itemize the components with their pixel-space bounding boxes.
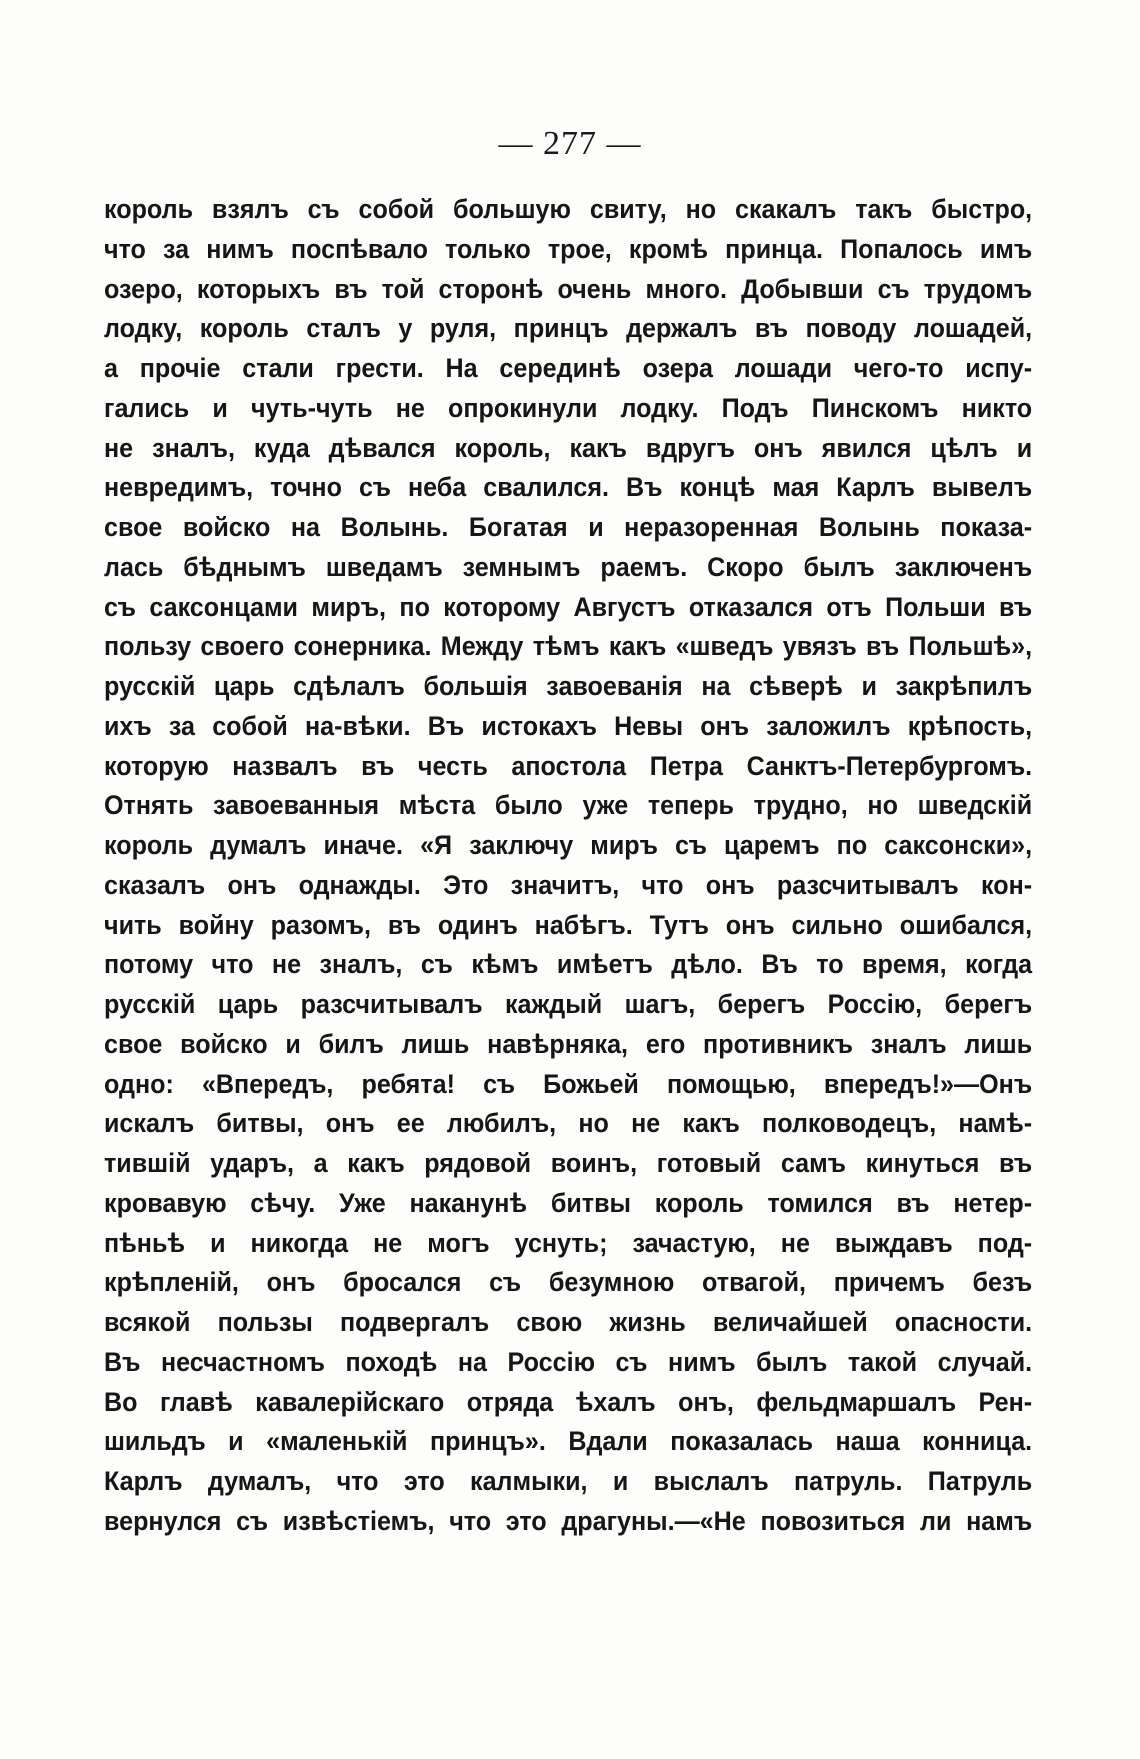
text-line: вернулся съ извѣстіемъ, что это драгуны.—«Не повозиться ли намъ (104, 1505, 1033, 1536)
text-line: шильдъ и «маленькій принцъ». Вдали показалась наша конница. (104, 1426, 1033, 1457)
text-line: ихъ за собой на-вѣки. Въ истокахъ Невы онъ заложилъ крѣпость, (104, 710, 1033, 741)
text-line: крѣпленій, онъ бросался съ безумною отвагой, причемъ безъ (104, 1267, 1033, 1298)
text-line: искалъ битвы, онъ ее любилъ, но не какъ полководецъ, намѣ- (104, 1108, 1033, 1139)
text-line: сказалъ онъ однажды. Это значитъ, что онъ разсчитывалъ кон- (104, 869, 1033, 900)
text-line: свое войско и билъ лишь навѣрняка, его противникъ зналъ лишь (104, 1028, 1033, 1059)
text-line: чить войну разомъ, въ одинъ набѣгъ. Тутъ онъ сильно ошибался, (104, 909, 1033, 940)
text-line: пѣньѣ и никогда не могъ уснуть; зачастую, не выждавъ под- (104, 1227, 1033, 1258)
text-line: не зналъ, куда дѣвался король, какъ вдругъ онъ явился цѣлъ и (104, 432, 1033, 463)
text-line: король думалъ иначе. «Я заключу миръ съ царемъ по саксонски», (104, 830, 1033, 860)
text-line: одно: «Впередъ, ребята! съ Божьей помощью, впередъ!»—Онъ (104, 1068, 1033, 1099)
text-line: невредимъ, точно съ неба свалился. Въ концѣ мая Карлъ вывелъ (104, 472, 1033, 503)
text-line: озеро, которыхъ въ той сторонѣ очень много. Добывши съ трудомъ (104, 273, 1033, 304)
text-line: король взялъ съ собой большую свиту, но скакалъ такъ быстро, (104, 194, 1033, 224)
text-line: что за нимъ поспѣвало только трое, кромѣ принца. Попалось имъ (104, 233, 1033, 264)
text-line: русскій царь сдѣлалъ большія завоеванія на сѣверѣ и закрѣпилъ (104, 671, 1033, 701)
text-line: лась бѣднымъ шведамъ земнымъ раемъ. Скоро былъ заключенъ (104, 551, 1033, 582)
text-line: Во главѣ кавалерійскаго отряда ѣхалъ онъ, фельдмаршалъ Рен- (104, 1386, 1033, 1417)
text-line: а прочіе стали грести. На серединѣ озера лошади чего-то испу- (104, 353, 1033, 383)
text-line: съ саксонцами миръ, по которому Августъ отказался отъ Польши въ (104, 591, 1033, 622)
body-text (104, 190, 1032, 1542)
text-line: свое войско на Волынь. Богатая и неразоренная Волынь показа- (104, 512, 1033, 542)
text-line: пользу своего сонерника. Между тѣмъ какъ «шведъ увязъ въ Польшѣ», (104, 631, 1033, 662)
text-line: тившій ударъ, а какъ рядовой воинъ, готовый самъ кинуться въ (104, 1148, 1033, 1178)
text-line: кровавую сѣчу. Уже наканунѣ битвы король томился въ нетер- (104, 1187, 1033, 1218)
text-line: всякой пользы подвергалъ свою жизнь величайшей опасности. (104, 1307, 1033, 1337)
text-line: русскій царь разсчитывалъ каждый шагъ, берегъ Россію, берегъ (104, 989, 1033, 1019)
text-line: Карлъ думалъ, что это калмыки, и выслалъ патруль. Патруль (104, 1466, 1033, 1496)
text-line: Въ несчастномъ походѣ на Россію съ нимъ былъ такой случай. (104, 1346, 1033, 1377)
text-line: которую назвалъ въ честь апостола Петра Санктъ-Петербургомъ. (104, 750, 1033, 781)
text-line: гались и чуть-чуть не опрокинули лодку. Подъ Пинскомъ никто (104, 392, 1033, 423)
text-line: потому что не зналъ, съ кѣмъ имѣетъ дѣло. Въ то время, когда (104, 949, 1033, 980)
page-number: — 277 — (498, 125, 642, 162)
text-line: лодку, король сталъ у руля, принцъ держалъ въ поводу лошадей, (104, 313, 1033, 344)
text-line: Отнять завоеванныя мѣста было уже теперь трудно, но шведскій (104, 790, 1033, 821)
